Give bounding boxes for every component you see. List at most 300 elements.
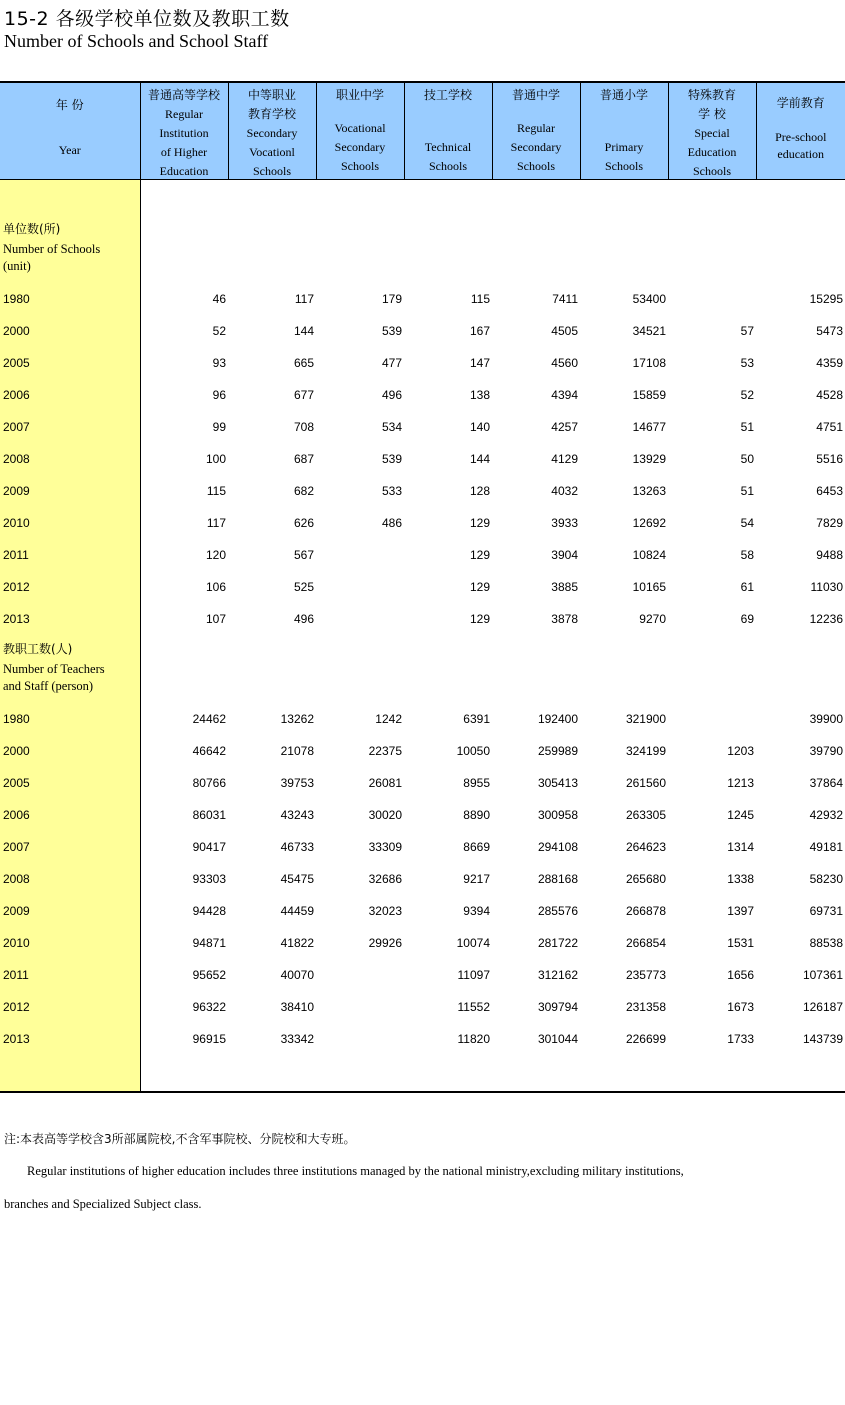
table-row [0,863,845,895]
header-cn: 普通小学 [599,88,648,102]
year-cell: 1980 [0,283,140,315]
value-cell: 687 [293,452,314,466]
empty-cell [756,1055,845,1092]
table-row [0,507,845,539]
empty-cell [668,635,756,661]
value-cell: 300958 [537,808,578,822]
value-cell: 4129 [551,452,578,466]
empty-cell [492,1055,580,1092]
statistics-table [0,81,845,1093]
empty-cell [492,661,580,703]
page-title-cn: 15-2 各级学校单位数及教职工数 [4,8,290,30]
empty-cell [140,661,228,703]
value-cell: 533 [381,484,402,498]
value-cell: 264623 [625,840,666,854]
table-row [0,735,845,767]
value-cell: 259989 [537,744,578,758]
value-cell: 37864 [809,776,843,790]
value-cell: 6391 [463,712,490,726]
table-row [0,347,845,379]
empty-cell [404,215,492,241]
value-cell: 11820 [457,1032,490,1046]
empty-cell [404,661,492,703]
table-row [0,991,845,1023]
year-cell: 2011 [0,959,140,991]
value-cell: 51 [740,484,754,498]
year-cell: 2006 [0,379,140,411]
value-cell: 682 [293,484,314,498]
value-cell: 44459 [280,904,314,918]
empty-cell [228,635,316,661]
value-cell: 38410 [280,1000,314,1014]
value-cell: 263305 [625,808,666,822]
header-regular-secondary [492,82,580,180]
value-cell: 5473 [816,324,843,338]
value-cell: 30020 [368,808,402,822]
value-cell: 265680 [625,872,666,886]
value-cell [316,539,404,571]
value-cell: 7829 [816,516,843,530]
empty-cell [316,1055,404,1092]
value-cell: 9488 [816,548,843,562]
header-en: Secondary Vocationl Schools [246,126,298,178]
value-cell: 1338 [727,872,754,886]
value-cell [316,959,404,991]
value-cell: 1531 [727,936,754,950]
value-cell: 51 [740,420,754,434]
value-cell [316,991,404,1023]
value-cell [668,283,756,315]
value-cell: 57 [740,324,754,338]
value-cell: 677 [293,388,314,402]
value-cell: 11030 [810,580,843,594]
header-en: Year [58,143,81,157]
value-cell: 10074 [456,936,490,950]
value-cell: 3878 [551,612,578,626]
value-cell: 9394 [463,904,490,918]
value-cell: 86031 [192,808,226,822]
header-vocational-secondary [316,82,404,180]
value-cell: 261560 [625,776,666,790]
empty-cell [756,215,845,241]
empty-cell [492,635,580,661]
value-cell: 8955 [463,776,490,790]
value-cell: 34521 [632,324,666,338]
year-cell: 2013 [0,1023,140,1055]
header-en: Technical Schools [424,140,472,173]
value-cell: 52 [212,324,226,338]
value-cell: 53400 [632,292,666,306]
value-cell: 324199 [625,744,666,758]
header-cn: 学前教育 [776,96,825,110]
empty-cell [668,215,756,241]
value-cell: 231358 [625,1000,666,1014]
value-cell: 24462 [192,712,226,726]
empty-cell [316,180,404,216]
table-row [0,475,845,507]
value-cell: 1203 [727,744,754,758]
value-cell: 1733 [727,1032,754,1046]
value-cell: 1656 [727,968,754,982]
value-cell: 120 [205,548,226,562]
value-cell: 281722 [537,936,578,950]
year-cell: 2009 [0,895,140,927]
empty-cell [668,1055,756,1092]
year-cell: 2012 [0,991,140,1023]
value-cell: 8890 [463,808,490,822]
value-cell: 10165 [632,580,666,594]
value-cell: 41822 [280,936,314,950]
year-cell: 2013 [0,603,140,635]
table-row [0,443,845,475]
header-cn: 中等职业 教育学校 [247,88,296,121]
value-cell: 50 [740,452,754,466]
value-cell: 96915 [192,1032,226,1046]
value-cell: 58230 [809,872,843,886]
empty-cell [404,180,492,216]
value-cell: 147 [469,356,490,370]
value-cell: 312162 [537,968,578,982]
empty-cell [404,635,492,661]
value-cell: 496 [381,388,402,402]
value-cell: 708 [293,420,314,434]
trailing-row-label [0,1055,140,1092]
table-row [0,799,845,831]
value-cell: 106 [205,580,226,594]
value-cell: 301044 [537,1032,578,1046]
value-cell: 80766 [192,776,226,790]
value-cell: 4032 [551,484,578,498]
value-cell: 42932 [809,808,843,822]
value-cell: 4505 [551,324,578,338]
value-cell: 8669 [463,840,490,854]
value-cell: 52 [740,388,754,402]
header-en: Pre-school education [775,130,827,161]
table-row [0,571,845,603]
spacer-row-label [0,180,140,216]
value-cell: 321900 [625,712,666,726]
section-title-en [0,241,845,283]
year-cell: 2007 [0,411,140,443]
value-cell: 534 [381,420,402,434]
section-title-cn-label: 教职工数(人) [0,635,140,661]
value-cell: 129 [469,516,490,530]
value-cell: 46642 [192,744,226,758]
empty-cell [580,661,668,703]
value-cell: 1213 [727,776,754,790]
empty-cell [492,215,580,241]
section-title-en [0,661,845,703]
table-row [0,927,845,959]
value-cell: 567 [293,548,314,562]
value-cell: 1245 [727,808,754,822]
value-cell: 1397 [727,904,754,918]
value-cell: 3904 [551,548,578,562]
value-cell: 167 [469,324,490,338]
empty-cell [140,241,228,283]
empty-cell [404,241,492,283]
value-cell: 14677 [632,420,666,434]
value-cell: 32686 [368,872,402,886]
value-cell: 21078 [280,744,314,758]
table-row [0,767,845,799]
value-cell: 266878 [625,904,666,918]
table-row [0,895,845,927]
value-cell: 69 [740,612,754,626]
section-title-cn [0,215,845,241]
header-cn: 职业中学 [335,88,384,102]
value-cell: 15295 [809,292,843,306]
empty-cell [756,180,845,216]
empty-cell [140,635,228,661]
value-cell: 143739 [802,1032,843,1046]
value-cell: 99 [212,420,226,434]
value-cell: 11552 [457,1000,490,1014]
value-cell: 9217 [463,872,490,886]
value-cell: 7411 [552,292,578,306]
header-cn: 年 份 [55,98,84,112]
year-cell: 2005 [0,767,140,799]
value-cell: 39753 [280,776,314,790]
value-cell: 4560 [551,356,578,370]
header-row [0,82,845,180]
empty-cell [228,661,316,703]
value-cell: 117 [294,292,314,306]
table-row [0,379,845,411]
header-en: Vocational Secondary Schools [334,121,386,173]
value-cell: 285576 [537,904,578,918]
value-cell: 94428 [192,904,226,918]
header-year [0,82,140,180]
year-cell: 2011 [0,539,140,571]
header-en: Regular Secondary Schools [510,121,562,173]
value-cell: 144 [293,324,314,338]
value-cell: 58 [740,548,754,562]
table-row [0,315,845,347]
empty-cell [140,1055,228,1092]
table-body [0,180,845,1093]
value-cell: 12692 [632,516,666,530]
value-cell: 3933 [551,516,578,530]
value-cell: 1314 [727,840,754,854]
empty-cell [404,1055,492,1092]
value-cell: 4751 [816,420,843,434]
value-cell: 10824 [632,548,666,562]
empty-cell [580,241,668,283]
value-cell: 32023 [368,904,402,918]
empty-cell [668,180,756,216]
value-cell: 17108 [632,356,666,370]
header-cn: 特殊教育 学 校 [687,88,736,121]
empty-cell [316,215,404,241]
table-row [0,831,845,863]
empty-cell [316,241,404,283]
section-title-en-label: Number of Teachers and Staff (person) [0,661,140,703]
table-row [0,703,845,735]
empty-cell [228,1055,316,1092]
value-cell: 117 [206,516,226,530]
year-cell: 2010 [0,507,140,539]
header-secondary-vocational [228,82,316,180]
value-cell: 9270 [639,612,666,626]
value-cell: 96 [212,388,226,402]
empty-cell [580,635,668,661]
value-cell: 496 [293,612,314,626]
value-cell: 6453 [816,484,843,498]
value-cell: 140 [469,420,490,434]
value-cell: 13929 [632,452,666,466]
value-cell [316,603,404,635]
value-cell [668,703,756,735]
value-cell: 22375 [368,744,402,758]
value-cell: 115 [470,292,490,306]
value-cell: 94871 [192,936,226,950]
value-cell: 1673 [727,1000,754,1014]
empty-cell [316,635,404,661]
value-cell: 115 [206,484,226,498]
value-cell: 93 [212,356,226,370]
value-cell: 138 [469,388,490,402]
value-cell: 54 [740,516,754,530]
empty-cell [140,180,228,216]
page-title-en: Number of Schools and School Staff [4,31,269,51]
empty-cell [492,180,580,216]
value-cell: 129 [469,612,490,626]
header-cn: 普通中学 [511,88,560,102]
value-cell: 226699 [625,1032,666,1046]
footnote-en-line2: branches and Specialized Subject class. [4,1197,202,1211]
value-cell: 4257 [551,420,578,434]
empty-cell [756,661,845,703]
value-cell: 4394 [551,388,578,402]
empty-cell [580,215,668,241]
year-cell: 2000 [0,735,140,767]
empty-cell [580,1055,668,1092]
value-cell: 100 [205,452,226,466]
empty-cell [228,180,316,216]
section-title-cn-label: 单位数(所) [0,215,140,241]
value-cell: 128 [469,484,490,498]
section-title-cn [0,635,845,661]
year-cell: 1980 [0,703,140,735]
header-en: Primary Schools [604,140,644,173]
value-cell: 61 [740,580,754,594]
year-cell: 2005 [0,347,140,379]
year-cell: 2007 [0,831,140,863]
value-cell: 107 [205,612,226,626]
year-cell: 2010 [0,927,140,959]
header-pre-school [756,82,845,180]
section-title-en-label: Number of Schools (unit) [0,241,140,283]
empty-cell [316,661,404,703]
year-cell: 2006 [0,799,140,831]
header-cn: 技工学校 [423,88,472,102]
value-cell: 235773 [625,968,666,982]
year-cell: 2009 [0,475,140,507]
value-cell: 11097 [457,968,490,982]
spacer-row [0,180,845,216]
value-cell: 43243 [280,808,314,822]
empty-cell [668,661,756,703]
value-cell: 5516 [816,452,843,466]
year-cell: 2008 [0,863,140,895]
value-cell: 294108 [537,840,578,854]
value-cell: 88538 [809,936,843,950]
value-cell: 13263 [632,484,666,498]
empty-cell [756,635,845,661]
empty-cell [228,215,316,241]
table-row [0,411,845,443]
value-cell: 33342 [280,1032,314,1046]
empty-cell [756,241,845,283]
value-cell: 305413 [537,776,578,790]
value-cell: 45475 [280,872,314,886]
header-en: Special Education Schools [687,126,737,178]
value-cell: 46733 [280,840,314,854]
header-special-education [668,82,756,180]
value-cell: 126187 [802,1000,843,1014]
value-cell: 626 [293,516,314,530]
value-cell: 39900 [809,712,843,726]
value-cell [316,571,404,603]
value-cell: 525 [293,580,314,594]
value-cell: 179 [381,292,402,306]
empty-cell [228,241,316,283]
value-cell: 539 [381,452,402,466]
value-cell: 26081 [368,776,402,790]
value-cell: 13262 [280,712,314,726]
value-cell: 107361 [802,968,843,982]
table-row [0,603,845,635]
table-row [0,1023,845,1055]
value-cell: 266854 [625,936,666,950]
footnote-en-line1: Regular institutions of higher education includes three institutions managed by the national ministry,excluding military institutions, [27,1164,684,1178]
value-cell: 288168 [537,872,578,886]
empty-cell [668,241,756,283]
value-cell: 49181 [809,840,843,854]
value-cell: 1242 [375,712,402,726]
value-cell: 12236 [809,612,843,626]
header-technical [404,82,492,180]
value-cell: 33309 [368,840,402,854]
value-cell: 477 [381,356,402,370]
value-cell: 93303 [192,872,226,886]
value-cell: 90417 [192,840,226,854]
value-cell: 3885 [551,580,578,594]
header-cn: 普通高等学校 [147,88,220,102]
value-cell: 486 [381,516,402,530]
value-cell: 69731 [809,904,843,918]
value-cell: 53 [740,356,754,370]
value-cell: 4359 [816,356,843,370]
empty-cell [492,241,580,283]
value-cell: 40070 [280,968,314,982]
year-cell: 2008 [0,443,140,475]
value-cell: 129 [469,548,490,562]
value-cell: 29926 [368,936,402,950]
header-en: Regular Institution of Higher Education [159,107,209,178]
value-cell: 95652 [192,968,226,982]
value-cell: 665 [293,356,314,370]
value-cell: 309794 [537,1000,578,1014]
header-higher-education [140,82,228,180]
value-cell: 46 [212,292,226,306]
value-cell: 144 [469,452,490,466]
value-cell: 10050 [456,744,490,758]
table-row [0,959,845,991]
header-primary [580,82,668,180]
year-cell: 2012 [0,571,140,603]
